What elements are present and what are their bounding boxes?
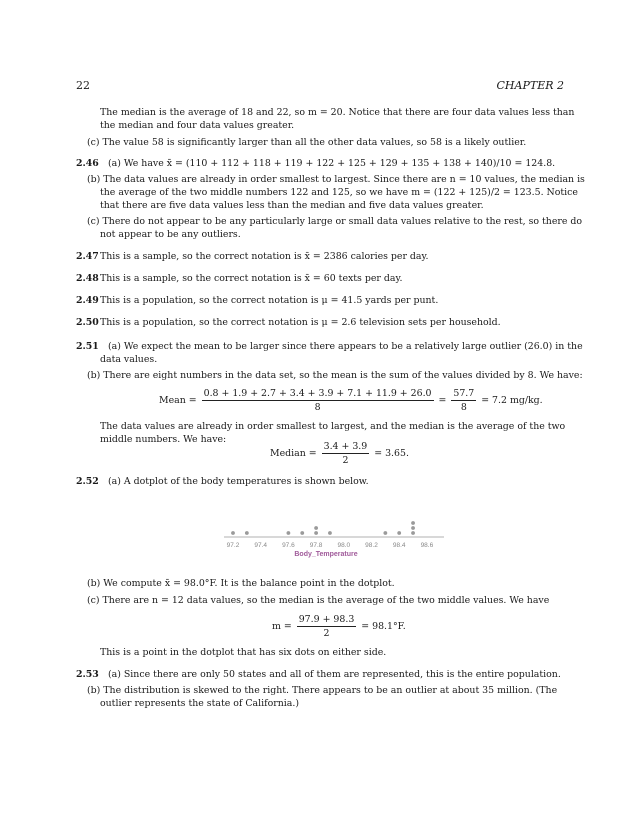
median-lhs: Median = [270,448,317,459]
median-rhs: = 3.65. [374,448,409,459]
text-line: (a) A dotplot of the body temperatures is shown below. [108,476,369,487]
dotplot-tick-label: 97.6 [282,542,295,549]
median-fraction [322,441,370,466]
median-equation [270,441,409,466]
text-line: data values. [100,354,158,365]
dotplot-dot [300,531,304,535]
text-line: the average of the two middle numbers 122 and 125, so we have m = (122 + 125)/2 = 123.5. Notice [100,187,578,198]
dotplot-tick-label: 97.4 [254,542,268,549]
text-line: that there are five data values less than the median and five data values greater. [100,200,484,211]
text-line: This is a sample, so the correct notation is x̄ = 60 texts per day. [100,273,403,284]
m-denominator: 2 [323,628,330,639]
text-line: (a) Since there are only 50 states and all of them are represented, this is the entire population. [108,669,561,680]
dotplot-dots [231,521,415,535]
text-line: (b) The data values are already in order smallest to largest. Since there are n = 10 values, the median is [87,174,585,185]
problem-number: 2.47 [76,251,99,262]
text-line: This is a sample, so the correct notation is x̄ = 2386 calories per day. [100,251,429,262]
dotplot-dot [411,521,415,525]
text-line: This is a population, so the correct notation is μ = 41.5 yards per punt. [100,295,439,306]
text-line: This is a population, so the correct notation is μ = 2.6 television sets per household. [100,317,501,328]
text-line: the median and four data values greater. [100,120,295,131]
m-rhs: = 98.1°F. [361,621,406,632]
median-denominator: 2 [342,455,349,466]
chapter-title: CHAPTER 2 [496,79,564,92]
mean-denominator-2: 8 [460,402,467,413]
dotplot-tick-labels [227,542,434,549]
median-numerator: 3.4 + 3.9 [323,441,368,452]
mean-equation [159,388,543,413]
m-equation [272,614,406,639]
dotplot-dot [383,531,387,535]
mean-fraction [202,388,434,413]
dotplot-dot [287,531,291,535]
dotplot-dot [411,526,415,530]
problem-number: 2.49 [76,295,99,306]
text-line: (c) There do not appear to be any particularly large or small data values relative to the rest, so there do [87,216,583,227]
text-line: (c) The value 58 is significantly larger than all the other data values, so 58 is a likely outlier. [87,137,527,148]
mean-numerator-2: 57.7 [453,388,475,399]
text-line: outlier represents the state of California.) [100,698,299,709]
dotplot-dot [411,531,415,535]
problem-number: 2.50 [76,317,99,328]
dotplot-tick-label: 98.2 [365,542,378,549]
dotplot-tick-label: 98.6 [420,542,434,549]
dotplot-xlabel: Body_Temperature [294,551,358,558]
dotplot-dot [328,531,332,535]
text-line: This is a point in the dotplot that has six dots on either side. [100,647,387,658]
dotplot-tick-label: 97.8 [309,542,323,549]
problem-number: 2.52 [76,476,99,487]
mean-fraction-2 [451,388,476,413]
dotplot-dot [397,531,401,535]
text-line: The data values are already in order smallest to largest, and the median is the average of the two [100,421,566,432]
text-line: (b) There are eight numbers in the data set, so the mean is the sum of the values divided by 8. We have: [87,370,583,381]
m-fraction [297,614,357,639]
mean-numerator: 0.8 + 1.9 + 2.7 + 3.4 + 3.9 + 7.1 + 11.9 + 26.0 [203,388,432,399]
dotplot-tick-label: 97.2 [226,542,240,549]
equals-sign: = [438,395,447,406]
text-line: (a) We have x̄ = (110 + 112 + 118 + 119 + 122 + 125 + 129 + 135 + 138 + 140)/10 = 124.8. [108,158,556,169]
text-line: (c) There are n = 12 data values, so the median is the average of the two middle values. We have [87,595,550,606]
page-number: 22 [76,79,90,92]
dotplot-tick-label: 98.0 [337,542,351,549]
text-line: middle numbers. We have: [100,434,227,445]
problem-number: 2.46 [76,158,99,169]
dotplot-dot [231,531,235,535]
dotplot-dot [314,531,318,535]
problem-number: 2.48 [76,273,99,284]
problem-number: 2.53 [76,669,99,680]
m-lhs: m = [272,621,292,632]
text-line: The median is the average of 18 and 22, so m = 20. Notice that there are four data values less than [100,107,575,118]
mean-denominator: 8 [314,402,321,413]
problem-number: 2.51 [76,341,99,352]
mean-lhs: Mean = [159,395,197,406]
text-line: not appear to be any outliers. [100,229,241,240]
mean-rhs: = 7.2 mg/kg. [481,395,543,406]
text-line: (b) The distribution is skewed to the right. There appears to be an outlier at about 35 million. (The [87,685,558,696]
dotplot-tick-label: 98.4 [392,542,406,549]
m-numerator: 97.9 + 98.3 [298,614,355,625]
body-temperature-dotplot [218,512,448,560]
dotplot-dot [245,531,249,535]
text-line: (a) We expect the mean to be larger since there appears to be a relatively large outlier (26.0) in the [108,341,583,352]
dotplot-dot [314,526,318,530]
text-line: (b) We compute x̄ = 98.0°F. It is the balance point in the dotplot. [87,578,395,589]
